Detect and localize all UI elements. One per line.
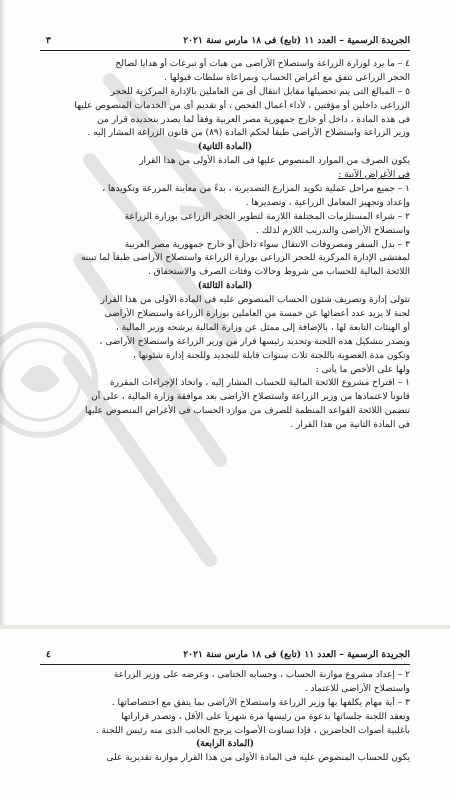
text-line: وإعداد وتجهيز المعامل الزراعية ، وتصديرها .	[245, 197, 410, 208]
text-line: ١ – جميع مراحل عملية تكويد المزارع التصديرية ، بدءً من معاينة المزرعة وتكويدها ،	[102, 184, 410, 195]
text-line: قانوناً لاعتمادها من وزير الزراعة واستصلاح الأراضى بعد موافقة وزارة المالية ، على أن	[91, 392, 410, 403]
text-line: ٢ – شراء المستلزمات المختلفة اللازمة لتطوير الحجر الزراعى بوزارة الزراعة	[124, 211, 410, 222]
text-line: ٢ – إعداد مشروع موازنة الحساب ، وحسابه الختامى ، وعرضه على وزير الزراعة	[113, 670, 410, 680]
text-line: واستصلاح الأراضى والتدريب اللازم لذلك .	[256, 225, 410, 236]
text-line: وتكون مدة العضوية باللجنة ثلاث سنوات قابلة للتجديد وللجنة إدارة شئونها ،	[133, 350, 410, 361]
page-number: ٣	[46, 35, 51, 46]
text-line: ٣ – بدل السفر ومصروفات الانتقال سواء داخل أو خارج جمهورية مصر العربية	[124, 239, 410, 250]
text-line: فى المادة الثانية من هذا القرار .	[290, 420, 410, 431]
text-line: يكون للحساب المنصوص عليه فى المادة الأولى من هذا القرار موازنة تقديرية على	[106, 753, 410, 764]
gazette-title: الجريدة الرسمية – العدد ١١ (تابع) فى ١٨ مارس سنة ٢٠٢١	[183, 35, 410, 46]
text-line: ٤ – ما يرد لوزارة الزراعة واستصلاح الأراضى من هبات أو تبرعات أو هدايا لصالح	[115, 59, 410, 69]
article-heading: (المادة الثالثة)	[197, 281, 253, 292]
text-line: وتعقد اللجنة جلساتها بدعوة من رئيسها مرة شهرياً على الأقل ، وتصدر قراراتها	[121, 711, 410, 722]
text-line: اللائحة المالية للحساب من شروط وحالات وفئات الصرف والاستحقاق .	[148, 267, 410, 278]
page-body	[40, 58, 410, 433]
text-line: ١ – اقتراح مشروع اللائحة المالية للحساب المشار إليه ، واتخاذ الإجراءات المقررة	[109, 378, 410, 389]
article-heading: (المادة الثانية)	[197, 142, 253, 153]
text-line: يكون الصرف من الموارد المنصوص عليها فى المادة الأولى من هذا القرار	[139, 156, 410, 167]
text-line: فى الأغراض الآتية :	[338, 170, 410, 181]
text-line: تتضمن اللائحة القواعد المنظمة للصرف من موارد الحساب فى الأغراض المنصوص عليها	[85, 406, 410, 417]
text-line: وزير الزراعة واستصلاح الأراضى طبقاً لحكم المادة (٨٩) من قانون الزراعة المشار إليه .	[87, 128, 410, 139]
gazette-page-4	[0, 629, 450, 800]
text-line: الزراعى داخلين أو مؤقتين ، لأداء أعمال الفحص ، أو تقديم أى من الخدمات المنصوص عليها	[74, 100, 410, 111]
page-header	[40, 648, 410, 665]
text-line: واستصلاح الأراضى للاعتماد .	[304, 683, 410, 694]
gazette-title: الجريدة الرسمية – العدد ١١ (تابع) فى ١٨ مارس سنة ٢٠٢١	[183, 649, 410, 660]
text-line: لمفتشى الإدارة المركزية للحجر الزراعى بوزارة الزراعة واستصلاح الأراضى طبقاً لما تبينه	[80, 253, 410, 264]
text-line: ويصدر بتشكيل هذه اللجنة وتحديد رئيسها قرار من وزير الزراعة واستصلاح الأراضى ،	[99, 336, 410, 347]
page-body	[40, 669, 410, 766]
text-line: تتولى إدارة وتصريف شئون الحساب المنصوص عليه فى المادة الأولى من هذا القرار	[100, 295, 410, 306]
text-line: الحجر الزراعى تتفق مع أغراض الحساب وبمراعاة سلطات قبولها .	[164, 72, 410, 83]
text-line: لجنة لا يزيد عدد أعضائها عن خمسة من العاملين بوزارة الزراعة واستصلاح الأراضى	[104, 309, 410, 320]
text-line: ٥ – المبالغ التى يتم تحصيلها مقابل انتقال أى من العاملين بالإدارة المركزية للحجر	[110, 86, 410, 97]
text-line: ٣ – أية مهام يكلفها بها وزير الزراعة واستصلاح الأراضى بما يتفق مع اختصاصاتها .	[111, 697, 410, 708]
article-heading: (المادة الرابعة)	[196, 739, 254, 750]
page-number: ٤	[46, 649, 51, 660]
page-header	[40, 34, 410, 51]
text-line: أو الهيئات التابعة لها ، بالإضافة إلى ممثل عن وزارة المالية يرشحه وزير المالية ،	[115, 322, 410, 333]
text-line: ولها على الأخص ما يأتى :	[315, 364, 410, 375]
scan-shadow	[0, 0, 6, 625]
text-line: فى هذه المادة ، داخل أو خارج جمهورية مصر العربية وفقاً لما يصدر بتحديده قرار من	[97, 114, 410, 125]
text-line: بأغلبية أصوات الحاضرين ، فإذا تساوت الأصوات يرجح الجانب الذى منه رئيس اللجنة .	[95, 725, 410, 736]
